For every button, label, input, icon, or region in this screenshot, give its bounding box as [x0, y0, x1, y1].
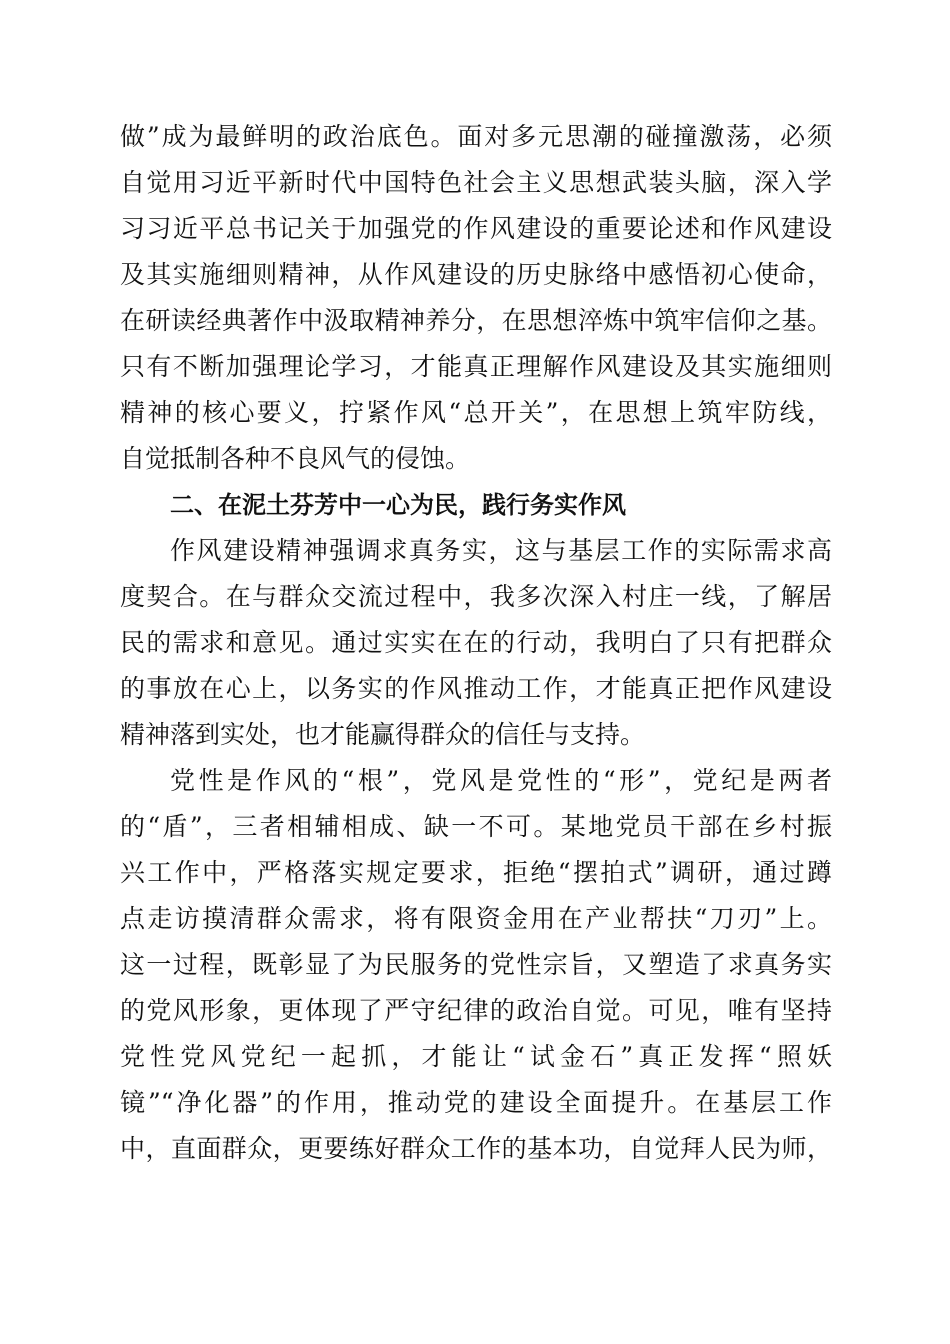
text-line: 作风建设精神强调求真务实，这与基层工作的实际需求高 — [170, 536, 832, 565]
text-line: 这一过程，既彰显了为民服务的党性宗旨，又塑造了求真务实 — [120, 950, 832, 979]
text-line: 只有不断加强理论学习，才能真正理解作风建设及其实施细则 — [120, 352, 832, 381]
section-heading: 二、在泥土芬芳中一心为民，践行务实作风 — [170, 491, 626, 519]
text-line: 自觉用习近平新时代中国特色社会主义思想武装头脑，深入学 — [120, 168, 832, 197]
text-line: 兴工作中，严格落实规定要求，拒绝“摆拍式”调研，通过蹲 — [120, 858, 832, 887]
text-line: 度契合。在与群众交流过程中，我多次深入村庄一线，了解居 — [120, 582, 832, 611]
text-line: 中，直面群众，更要练好群众工作的基本功，自觉拜人民为师， — [120, 1134, 832, 1163]
text-line: 镜”“净化器”的作用，推动党的建设全面提升。在基层工作 — [120, 1088, 832, 1117]
text-line: 的“盾”，三者相辅相成、缺一不可。某地党员干部在乡村振 — [120, 812, 832, 841]
text-line: 民的需求和意见。通过实实在在的行动，我明白了只有把群众 — [120, 628, 832, 657]
text-line: 精神的核心要义，拧紧作风“总开关”，在思想上筑牢防线， — [120, 398, 832, 427]
text-line: 党性是作风的“根”，党风是党性的“形”，党纪是两者 — [170, 766, 832, 795]
text-line: 自觉抵制各种不良风气的侵蚀。 — [120, 444, 471, 473]
text-line: 及其实施细则精神，从作风建设的历史脉络中感悟初心使命， — [120, 260, 832, 289]
text-line: 习习近平总书记关于加强党的作风建设的重要论述和作风建设 — [120, 214, 832, 243]
text-line: 在研读经典著作中汲取精神养分，在思想淬炼中筑牢信仰之基。 — [120, 306, 832, 335]
text-line: 做”成为最鲜明的政治底色。面对多元思潮的碰撞激荡，必须 — [120, 122, 832, 151]
text-line: 的事放在心上，以务实的作风推动工作，才能真正把作风建设 — [120, 674, 832, 703]
text-line: 点走访摸清群众需求，将有限资金用在产业帮扶“刀刃”上。 — [120, 904, 832, 933]
text-line: 的党风形象，更体现了严守纪律的政治自觉。可见，唯有坚持 — [120, 996, 832, 1025]
text-line: 精神落到实处，也才能赢得群众的信任与支持。 — [120, 720, 646, 749]
text-line: 党性党风党纪一起抓，才能让“试金石”真正发挥“照妖 — [120, 1042, 832, 1071]
